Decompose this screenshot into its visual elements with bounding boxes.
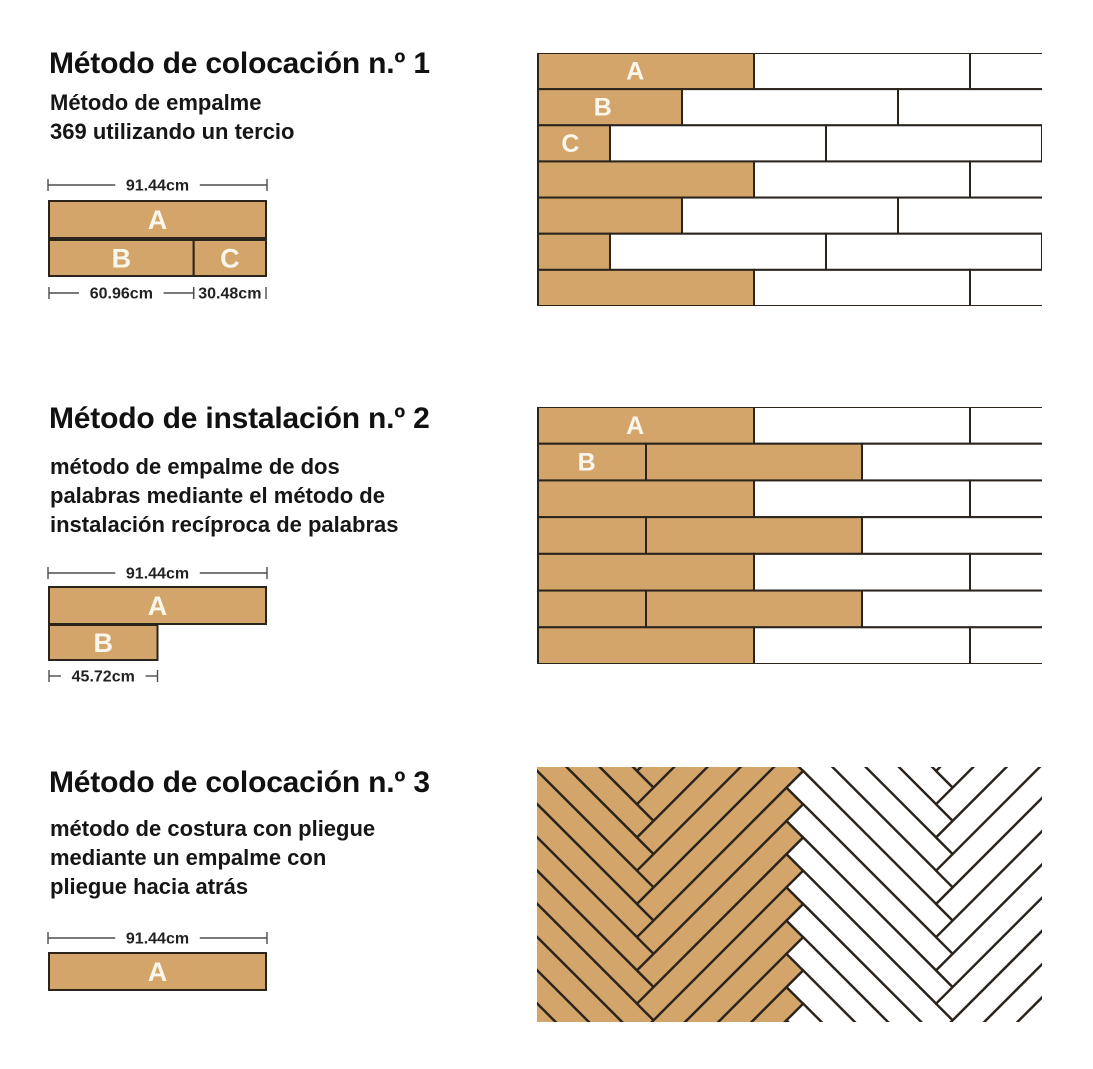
method-description (50, 88, 294, 146)
white-plank (754, 53, 970, 89)
installation-pattern-diagram (537, 407, 1042, 664)
dimension (49, 669, 158, 686)
method-description-line: método de empalme de dos (50, 454, 340, 479)
wood-plank (538, 517, 646, 554)
wood-plank (538, 480, 754, 517)
white-plank (826, 125, 1042, 161)
white-plank (754, 554, 970, 591)
wood-plank (538, 161, 754, 197)
method-description-line: método de costura con pliegue (50, 816, 376, 841)
plank-cut-diagram (38, 925, 278, 1007)
wood-plank (538, 270, 754, 306)
white-plank (970, 270, 1042, 306)
dimension (48, 566, 267, 583)
white-plank (754, 480, 970, 517)
method-title: Método de colocación n.º 1 (49, 47, 430, 80)
white-plank (862, 444, 1042, 481)
method-description-line: mediante un empalme con (50, 845, 327, 870)
white-plank (862, 591, 1042, 628)
white-plank (970, 53, 1042, 89)
dimension (48, 178, 267, 195)
plank-label: B (93, 628, 113, 658)
plank-label: C (220, 243, 240, 274)
plank-label: C (561, 129, 580, 158)
method-description-line: 369 utilizando un tercio (50, 119, 295, 144)
white-plank (970, 554, 1042, 591)
wood-plank (538, 234, 610, 270)
wood-plank (538, 198, 682, 234)
dimension-label: 91.44cm (125, 565, 190, 583)
white-plank (610, 234, 826, 270)
white-plank (898, 198, 1042, 234)
plank-label: A (147, 957, 168, 987)
dimension-label: 45.72cm (71, 668, 135, 686)
plank-label: A (626, 411, 645, 440)
wood-plank (646, 591, 862, 628)
plank-label: A (147, 591, 168, 621)
dimension-label: 91.44cm (125, 177, 190, 195)
plank-label: B (593, 93, 612, 122)
dimension-label: 60.96cm (89, 285, 153, 303)
white-plank (682, 198, 898, 234)
white-plank (898, 89, 1042, 125)
wood-plank (538, 407, 754, 444)
installation-pattern-diagram (537, 53, 1042, 306)
method-description-line: instalación recíproca de palabras (50, 512, 399, 537)
dimension (194, 286, 266, 303)
white-plank (970, 480, 1042, 517)
method-description-line: Método de empalme (50, 90, 262, 115)
white-plank (754, 161, 970, 197)
method-title: Método de colocación n.º 3 (49, 766, 430, 799)
wood-plank (538, 591, 646, 628)
white-plank (970, 627, 1042, 664)
method-description (50, 452, 398, 539)
white-plank (970, 161, 1042, 197)
dimension-label: 91.44cm (125, 930, 190, 948)
wood-plank (538, 627, 754, 664)
wood-plank (538, 53, 754, 89)
plank-cut-diagram (38, 172, 278, 312)
white-plank (754, 407, 970, 444)
wood-plank (538, 554, 754, 591)
white-plank (970, 407, 1042, 444)
dimension (49, 286, 194, 303)
white-plank (754, 270, 970, 306)
dimension-label: 30.48cm (198, 285, 262, 303)
wood-plank (646, 517, 862, 554)
plank-label: A (147, 205, 168, 235)
wood-plank (646, 444, 862, 481)
plank-label: B (111, 243, 132, 274)
method-description-line: pliegue hacia atrás (50, 874, 249, 899)
dimension (48, 931, 267, 948)
plank-label: A (626, 57, 645, 86)
plank-label: B (577, 448, 596, 477)
method-description-line: palabras mediante el método de (50, 483, 385, 508)
white-plank (826, 234, 1042, 270)
installation-pattern-diagram (537, 767, 1042, 1022)
method-title: Método de instalación n.º 2 (49, 402, 430, 435)
plank-cut-diagram (38, 560, 278, 692)
white-plank (754, 627, 970, 664)
white-plank (610, 125, 826, 161)
white-plank (862, 517, 1042, 554)
method-description (50, 814, 375, 901)
white-plank (682, 89, 898, 125)
